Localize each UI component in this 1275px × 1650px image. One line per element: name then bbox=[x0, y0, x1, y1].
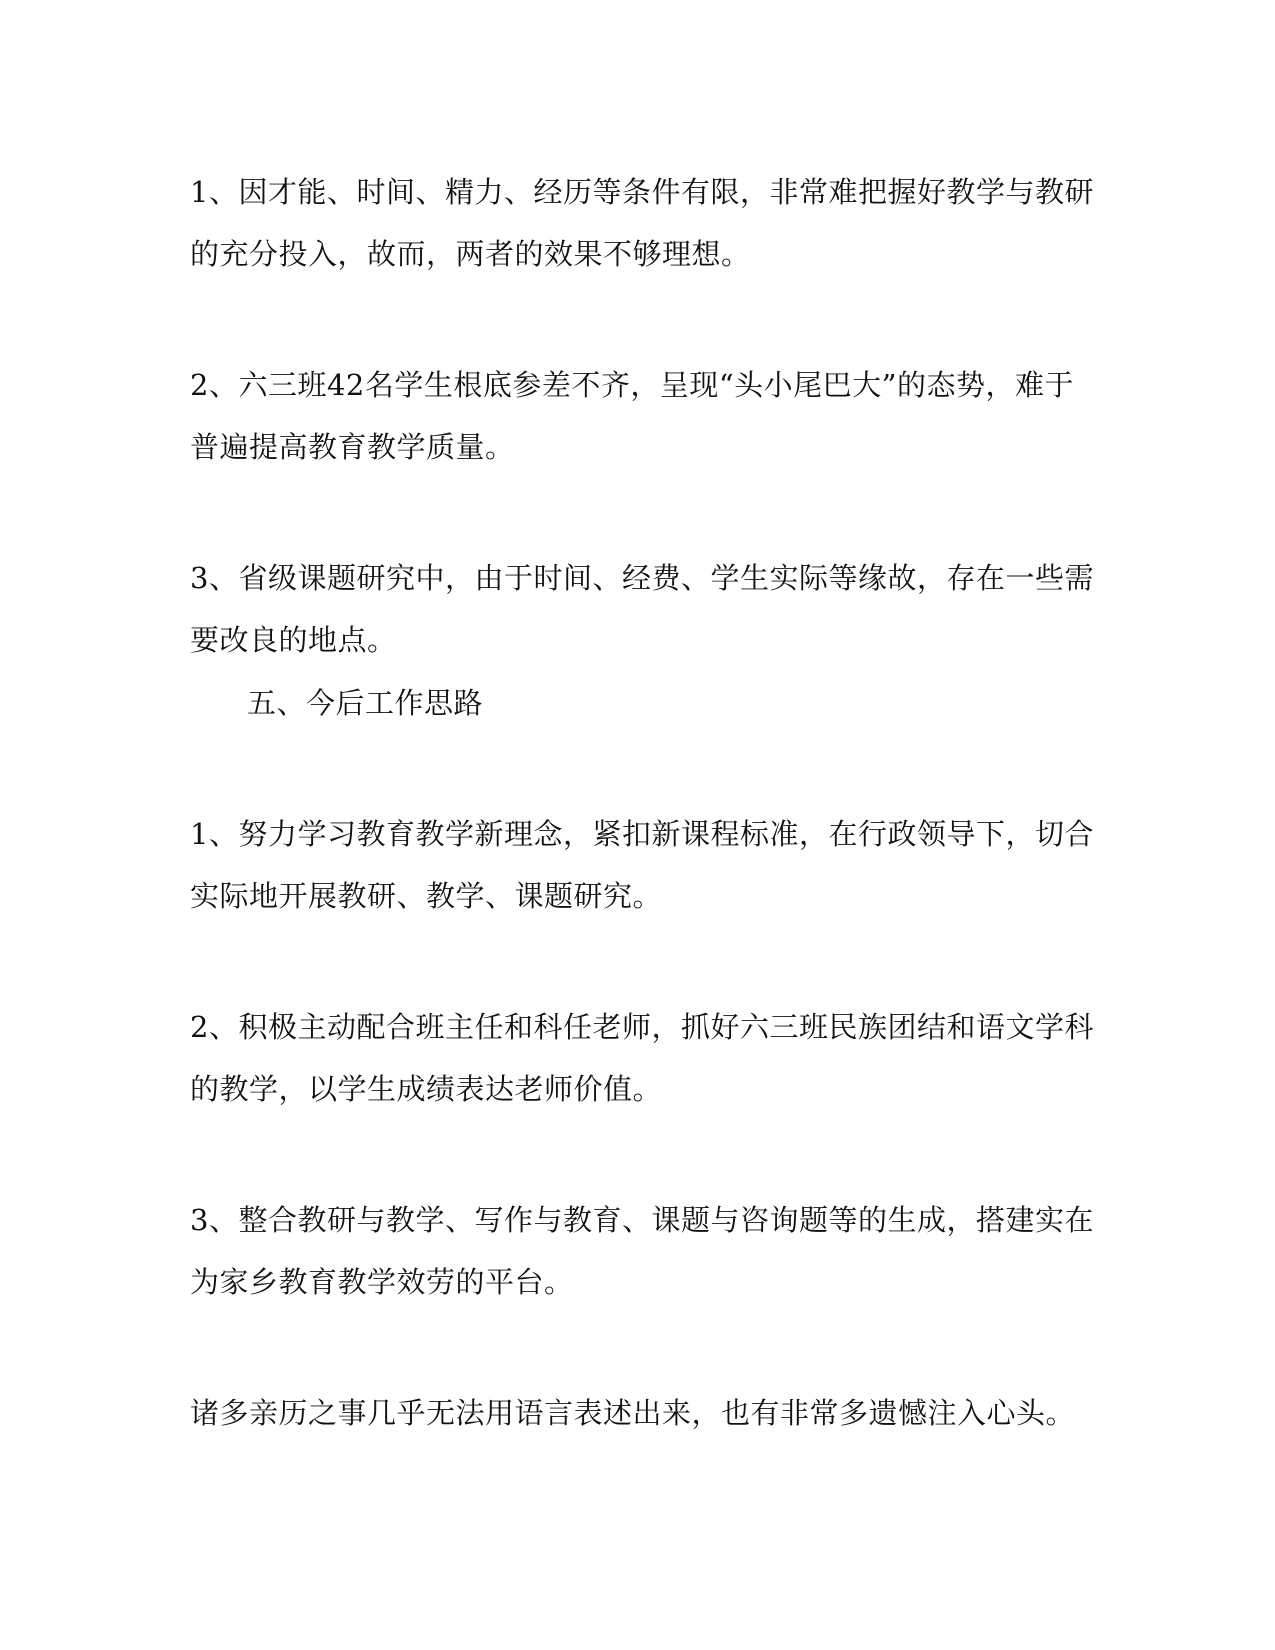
closing-paragraph: 诸多亲历之事几乎无法用语言表述出来，也有非常多遗憾注入心头。 bbox=[190, 1396, 1076, 1430]
paragraph-5-line-1: 2、积极主动配合班主任和科任老师，抓好六三班民族团结和语文学科 bbox=[190, 1010, 1094, 1044]
paragraph-1-line-2: 的充分投入，故而，两者的效果不够理想。 bbox=[190, 237, 751, 271]
paragraph-3-line-1: 3、省级课题研究中，由于时间、经费、学生实际等缘故，存在一些需 bbox=[190, 561, 1094, 595]
paragraph-4-line-1: 1、努力学习教育教学新理念，紧扣新课程标准，在行政领导下，切合 bbox=[190, 817, 1094, 851]
paragraph-5-line-2: 的教学，以学生成绩表达老师价值。 bbox=[190, 1072, 663, 1106]
paragraph-2-line-1: 2、六三班42名学生根底参差不齐，呈现“头小尾巴大”的态势，难于 bbox=[190, 368, 1075, 402]
paragraph-3-line-2: 要改良的地点。 bbox=[190, 623, 397, 657]
paragraph-1-line-1: 1、因才能、时间、精力、经历等条件有限，非常难把握好教学与教研 bbox=[190, 175, 1094, 209]
paragraph-6-line-2: 为家乡教育教学效劳的平台。 bbox=[190, 1265, 574, 1299]
section-heading: 五、今后工作思路 bbox=[247, 686, 484, 720]
paragraph-4-line-2: 实际地开展教研、教学、课题研究。 bbox=[190, 879, 663, 913]
paragraph-2-line-2: 普遍提高教育教学质量。 bbox=[190, 430, 515, 464]
paragraph-6-line-1: 3、整合教研与教学、写作与教育、课题与咨询题等的生成，搭建实在 bbox=[190, 1203, 1094, 1237]
